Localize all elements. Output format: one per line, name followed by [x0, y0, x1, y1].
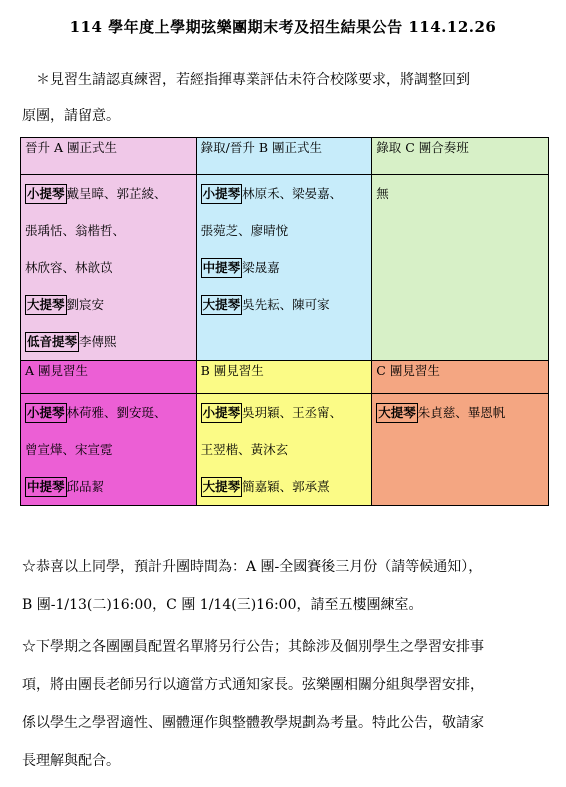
roster-line	[25, 468, 192, 505]
instrument-label: 小提琴	[25, 403, 67, 423]
roster-line	[25, 394, 192, 431]
header-row	[21, 138, 549, 175]
student-names: 無	[376, 186, 389, 201]
roster-line	[201, 212, 368, 249]
trainee-row	[21, 394, 549, 506]
next-semester-line-3: 係以學生之學習適性、團體運作與整體教學規劃為考量。特此公告，敬請家	[22, 715, 484, 731]
student-names: 李傳熙	[79, 334, 117, 349]
student-names: 吳玥穎、王丞甯、	[242, 405, 343, 420]
instrument-label: 小提琴	[201, 403, 243, 423]
roster-line	[25, 212, 192, 249]
instrument-label: 小提琴	[201, 184, 243, 204]
roster-line	[201, 468, 368, 505]
student-names: 邱品絜	[66, 479, 105, 494]
student-names: 戴呈暲、郭芷綾、	[66, 186, 167, 201]
roster-line	[25, 175, 192, 212]
results-table	[20, 137, 549, 506]
student-names: 劉宸安	[66, 297, 105, 312]
student-names: 林原禾、梁晏嘉、	[242, 186, 343, 201]
page-title: 114 學年度上學期弦樂團期末考及招生結果公告 114.12.26	[69, 18, 497, 36]
instrument-label: 大提琴	[25, 295, 67, 315]
roster-line	[201, 175, 368, 212]
cell-c-trainee	[372, 394, 549, 506]
student-names: 梁晟嘉	[242, 260, 280, 275]
student-names: 吳先耘、陳可家	[242, 297, 330, 312]
header-c-trainee: C 團見習生	[372, 361, 549, 394]
student-names: 林欣容、林歆苡	[25, 260, 113, 275]
student-names: 朱貞慈、畢恩帆	[417, 405, 506, 420]
instrument-label: 中提琴	[25, 477, 67, 497]
header-b-formal: 錄取/晉升 B 團正式生	[196, 138, 372, 175]
student-names: 林荷雅、劉安珽、	[66, 405, 167, 420]
roster-line	[201, 249, 368, 286]
congrats-line-1: ☆恭喜以上同學，預計升團時間為：A 團-全國賽後三月份（請等候通知），	[22, 559, 483, 575]
student-names: 曾宣燁、宋宣霓	[25, 442, 113, 457]
cell-b-trainee	[196, 394, 372, 506]
trainee-header-row	[21, 361, 549, 394]
cell-b-formal	[196, 175, 372, 361]
student-names: 張瑀恬、翁楷哲、	[25, 223, 126, 238]
cell-a-formal	[21, 175, 197, 361]
instrument-label: 大提琴	[201, 477, 243, 497]
roster-line	[201, 431, 368, 468]
instrument-label: 大提琴	[376, 403, 418, 423]
next-semester-line-2: 項，將由團長老師另行以適當方式通知家長。弦樂團相關分組與學習安排，	[22, 677, 484, 693]
cell-c-ensemble	[372, 175, 549, 361]
roster-line	[25, 286, 192, 323]
next-semester-paragraph	[22, 628, 552, 780]
header-b-trainee: B 團見習生	[196, 361, 372, 394]
student-names: 張菀芝、廖晴悅	[200, 223, 289, 238]
instrument-label: 中提琴	[201, 258, 243, 278]
roster-line	[25, 249, 192, 286]
roster-line	[376, 175, 544, 212]
roster-line	[201, 286, 368, 323]
notice-line-1: ＊見習生請認真練習，若經指揮專業評估未符合校隊要求，將調整回到	[36, 72, 470, 88]
header-a-formal: 晉升 A 團正式生	[21, 138, 197, 175]
student-names: 簡嘉穎、郭承熹	[242, 479, 330, 494]
congrats-line-2: B 團-1/13(二)16:00，C 團 1/14(三)16:00，請至五樓團練室。	[22, 597, 423, 613]
header-c-ensemble: 錄取 C 團合奏班	[372, 138, 549, 175]
roster-line	[376, 394, 544, 431]
cell-a-trainee	[21, 394, 197, 506]
instrument-label: 大提琴	[201, 295, 243, 315]
roster-line	[25, 431, 192, 468]
student-names: 王翌楷、黃沐玄	[200, 442, 289, 457]
congrats-paragraph	[22, 548, 552, 624]
next-semester-line-4: 長理解與配合。	[22, 753, 120, 769]
header-a-trainee: A 團見習生	[21, 361, 197, 394]
formal-row	[21, 175, 549, 361]
roster-line	[25, 323, 192, 360]
notice	[22, 62, 550, 134]
roster-line	[201, 394, 368, 431]
notice-line-2: 原團，請留意。	[22, 108, 120, 124]
instrument-label: 低音提琴	[25, 332, 79, 352]
next-semester-line-1: ☆下學期之各團團員配置名單將另行公告；其餘涉及個別學生之學習安排事	[22, 639, 484, 655]
instrument-label: 小提琴	[25, 184, 67, 204]
